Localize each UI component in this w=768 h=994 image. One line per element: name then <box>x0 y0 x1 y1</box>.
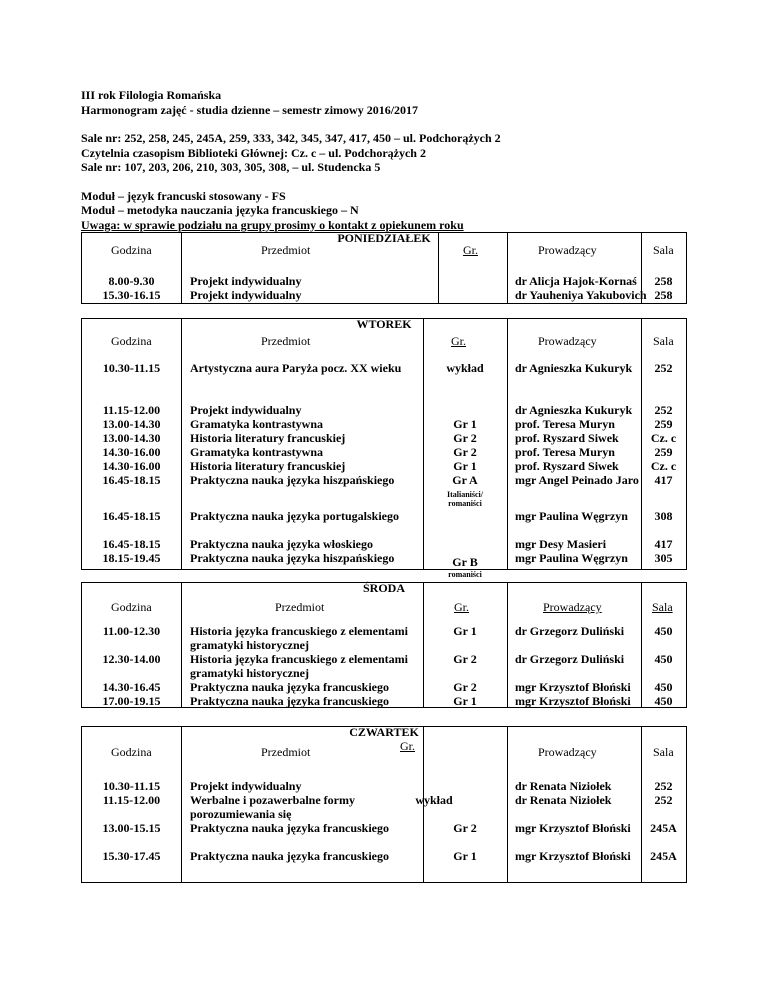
header-note: Uwaga: w sprawie podziału na grupy prosimy o kontakt z opiekunem roku <box>81 217 464 232</box>
row-time: 14.30-16.00 <box>102 445 161 459</box>
col-head-przedmiot: Przedmiot <box>261 334 311 348</box>
row-time: 13.00-14.30 <box>102 431 161 445</box>
col-head-przedmiot: Przedmiot <box>261 243 311 257</box>
col-head-godzina: Godzina <box>111 334 152 348</box>
group-note: Italianiści/ romaniści <box>446 490 483 508</box>
row-room: 252 <box>654 403 673 417</box>
row-group: Gr 2 <box>453 680 477 694</box>
row-group: Gr 1 <box>453 694 477 708</box>
row-teacher: prof. Ryszard Siwek <box>515 459 619 473</box>
col-head-gr: Gr. <box>400 739 415 753</box>
row-subject: Historia języka francuskiego z elementami gramatyki historycznej <box>190 652 408 680</box>
row-group: Gr 1 <box>453 624 477 638</box>
header-line: Harmonogram zajęć - studia dzienne – semestr zimowy 2016/2017 <box>81 102 419 117</box>
row-teacher: mgr Angel Peinado Jaro <box>515 473 639 487</box>
col-head-gr: Gr. <box>454 600 469 614</box>
row-subject: Praktyczna nauka języka portugalskiego <box>190 509 400 523</box>
table-monday <box>81 232 687 304</box>
col-head-godzina: Godzina <box>111 243 152 257</box>
row-group: wykład <box>446 361 484 375</box>
day-title: ŚRODA <box>362 581 405 595</box>
row-time: 12.30-14.00 <box>102 652 161 666</box>
row-room: 450 <box>654 652 673 666</box>
col-head-godzina: Godzina <box>111 600 152 614</box>
row-room: 245A <box>650 821 677 835</box>
header-line: Moduł – język francuski stosowany - FS <box>81 188 286 203</box>
day-title: CZWARTEK <box>349 725 419 739</box>
row-teacher: mgr Krzysztof Błoński <box>515 849 631 863</box>
row-subject: Praktyczna nauka języka francuskiego <box>190 694 389 708</box>
row-group: Gr 2 <box>453 821 477 835</box>
row-group: Gr 2 <box>453 445 477 459</box>
row-time: 14.30-16.45 <box>102 680 161 694</box>
row-teacher: dr Yauheniya Yakubovich <box>515 288 647 302</box>
row-time: 13.00-15.15 <box>102 821 161 835</box>
row-subject: Artystyczna aura Paryża pocz. XX wieku <box>190 361 402 375</box>
col-head-przedmiot: Przedmiot <box>261 745 311 759</box>
row-time: 10.30-11.15 <box>102 361 161 375</box>
header-line: Czytelnia czasopism Biblioteki Głównej: Cz. c – ul. Podchorążych 2 <box>81 145 426 160</box>
row-time: 8.00-9.30 <box>108 274 155 288</box>
row-time: 10.30-11.15 <box>102 779 161 793</box>
group-note: romaniści <box>448 570 482 579</box>
row-room: 305 <box>654 551 673 565</box>
row-teacher: mgr Paulina Węgrzyn <box>515 551 628 565</box>
row-room: 308 <box>654 509 673 523</box>
col-head-prowadzacy: Prowadzący <box>538 334 597 348</box>
row-time: 18.15-19.45 <box>102 551 161 565</box>
col-head-przedmiot: Przedmiot <box>275 600 325 614</box>
row-group: Gr 1 <box>453 849 477 863</box>
col-head-sala: Sala <box>653 243 674 257</box>
row-subject: Werbalne i pozawerbalne formy porozumiewania się <box>190 793 355 821</box>
row-teacher: mgr Paulina Węgrzyn <box>515 509 628 523</box>
table-thursday <box>81 726 687 883</box>
row-teacher: dr Renata Niziołek <box>515 793 612 807</box>
row-room: 417 <box>654 473 673 487</box>
row-teacher: mgr Desy Masieri <box>515 537 607 551</box>
row-subject: Praktyczna nauka języka hiszpańskiego <box>190 473 395 487</box>
row-room: Cz. c <box>650 459 677 473</box>
row-subject: Projekt indywidualny <box>190 274 302 288</box>
row-group: Gr 2 <box>453 431 477 445</box>
row-subject: Praktyczna nauka języka hiszpańskiego <box>190 551 395 565</box>
row-teacher: mgr Krzysztof Błoński <box>515 821 631 835</box>
row-room: 259 <box>654 445 673 459</box>
row-time: 16.45-18.15 <box>102 473 161 487</box>
row-room: 259 <box>654 417 673 431</box>
row-time: 11.00-12.30 <box>102 624 161 638</box>
row-teacher: prof. Teresa Muryn <box>515 445 615 459</box>
row-subject: Projekt indywidualny <box>190 403 302 417</box>
row-teacher: mgr Krzysztof Błoński <box>515 680 631 694</box>
row-teacher: dr Renata Niziołek <box>515 779 612 793</box>
col-head-prowadzacy: Prowadzący <box>538 745 597 759</box>
day-title: PONIEDZIAŁEK <box>337 231 431 245</box>
col-head-godzina: Godzina <box>111 745 152 759</box>
col-head-gr: Gr. <box>463 243 478 257</box>
row-group: Gr 1 <box>453 459 477 473</box>
row-room: 252 <box>654 793 673 807</box>
row-room: 258 <box>654 274 673 288</box>
row-time: 11.15-12.00 <box>102 793 161 807</box>
row-subject: Praktyczna nauka języka francuskiego <box>190 821 389 835</box>
table-tuesday <box>81 317 687 579</box>
col-head-gr: Gr. <box>451 334 466 348</box>
row-teacher: dr Alicja Hajok-Kornaś <box>515 274 637 288</box>
row-group: wykład <box>415 793 453 807</box>
col-head-sala: Sala <box>653 334 674 348</box>
row-group: Gr 1 <box>453 417 477 431</box>
row-time: 16.45-18.15 <box>102 509 161 523</box>
col-head-sala: Sala <box>653 745 674 759</box>
row-subject: Historia literatury francuskiej <box>190 431 346 445</box>
header-line: Sale nr: 252, 258, 245, 245A, 259, 333, 342, 345, 347, 417, 450 – ul. Podchorążych 2 <box>81 131 501 145</box>
header-line: Moduł – metodyka nauczania języka francuskiego – N <box>81 203 359 217</box>
day-title: WTOREK <box>356 317 412 331</box>
row-subject: Historia języka francuskiego z elementami gramatyki historycznej <box>190 624 408 652</box>
row-room: 450 <box>654 680 673 694</box>
row-subject: Gramatyka kontrastywna <box>190 417 324 431</box>
row-room: 450 <box>654 694 673 708</box>
row-time: 13.00-14.30 <box>102 417 161 431</box>
row-teacher: prof. Ryszard Siwek <box>515 431 619 445</box>
row-room: 252 <box>654 361 673 375</box>
row-room: 258 <box>654 288 673 302</box>
row-subject: Praktyczna nauka języka włoskiego <box>190 537 373 551</box>
header-line: Sale nr: 107, 203, 206, 210, 303, 305, 308, – ul. Studencka 5 <box>81 160 381 174</box>
row-teacher: dr Grzegorz Duliński <box>515 652 625 666</box>
row-subject: Historia literatury francuskiej <box>190 459 346 473</box>
row-room: 417 <box>654 537 673 551</box>
row-group: Gr A <box>452 473 478 487</box>
row-time: 17.00-19.15 <box>102 694 161 708</box>
row-teacher: prof. Teresa Muryn <box>515 417 615 431</box>
table-wednesday <box>81 582 687 708</box>
row-subject: Praktyczna nauka języka francuskiego <box>190 849 389 863</box>
row-teacher: dr Agnieszka Kukuryk <box>515 403 633 417</box>
row-teacher: mgr Krzysztof Błoński <box>515 694 631 708</box>
col-head-prowadzacy: Prowadzący <box>538 243 597 257</box>
row-time: 11.15-12.00 <box>102 403 161 417</box>
row-room: 245A <box>650 849 677 863</box>
row-subject: Projekt indywidualny <box>190 779 302 793</box>
row-subject: Praktyczna nauka języka francuskiego <box>190 680 389 694</box>
row-room: Cz. c <box>650 431 677 445</box>
row-teacher: dr Agnieszka Kukuryk <box>515 361 633 375</box>
row-teacher: dr Grzegorz Duliński <box>515 624 625 638</box>
row-time: 15.30-16.15 <box>102 288 161 302</box>
row-subject: Gramatyka kontrastywna <box>190 445 324 459</box>
row-room: 252 <box>654 779 673 793</box>
document-header <box>81 88 701 232</box>
row-time: 16.45-18.15 <box>102 537 161 551</box>
row-time: 14.30-16.00 <box>102 459 161 473</box>
col-head-prowadzacy: Prowadzący <box>543 600 602 614</box>
row-time: 15.30-17.45 <box>102 849 161 863</box>
row-group: Gr B <box>452 555 478 569</box>
col-head-sala: Sala <box>652 600 673 614</box>
header-line: III rok Filologia Romańska <box>81 88 222 102</box>
row-group: Gr 2 <box>453 652 477 666</box>
row-subject: Projekt indywidualny <box>190 288 302 302</box>
row-room: 450 <box>654 624 673 638</box>
